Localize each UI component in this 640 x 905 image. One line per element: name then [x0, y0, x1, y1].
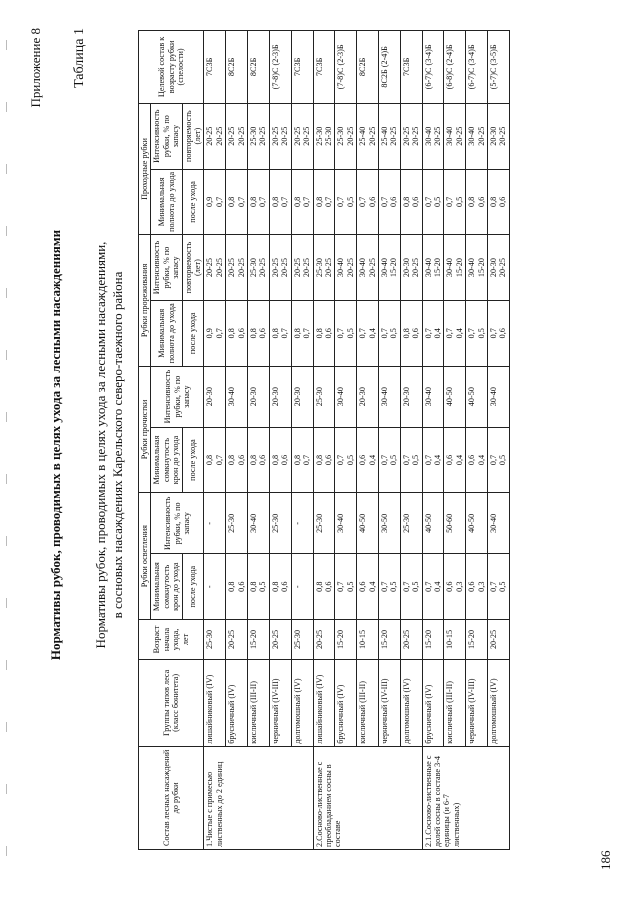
appendix-label: Приложение 8 — [28, 28, 43, 108]
cell-age: 25-30 — [291, 620, 313, 660]
cell-c-min: 0,8 0,7 — [291, 427, 313, 493]
cell-c-int: 20-30 — [204, 366, 226, 427]
cell-l-min: 0,7 0,5 — [400, 554, 422, 620]
cell-age: 15-20 — [422, 620, 444, 660]
cell-l-min: 0,6 0,3 — [444, 554, 466, 620]
cell-p-int: 20-25 20-25 — [400, 103, 422, 169]
table-row — [378, 31, 400, 850]
cell-p-int: 25-40 20-25 — [357, 103, 379, 169]
t-min-density: Минимальная полнота до ухода — [151, 300, 182, 366]
col-start-age: Возраст начала ухода, лет — [139, 620, 204, 660]
cell-t-int: 25-30 20-25 — [248, 235, 270, 301]
cell-age: 20-25 — [488, 620, 510, 660]
edge-dash — [6, 722, 7, 732]
table-row — [335, 31, 357, 850]
cell-p-min: 0,9 0,7 — [204, 169, 226, 235]
t-after-care: после ухода — [182, 300, 204, 366]
cell-l-int: - — [204, 493, 226, 554]
cell-age: 20-25 — [226, 620, 248, 660]
cell-l-min: - — [204, 554, 226, 620]
edge-dash — [6, 660, 7, 670]
cell-target: 7С3Б — [313, 31, 335, 104]
cell-t-min: 0,8 0,6 — [400, 300, 422, 366]
cell-l-min: 0,6 0,4 — [357, 554, 379, 620]
cell-type: долгомошный (IV) — [488, 659, 510, 746]
edge-dash — [6, 164, 7, 174]
cell-t-min: 0,7 0,5 — [466, 300, 488, 366]
cell-c-min: 0,7 0,5 — [488, 427, 510, 493]
cell-l-int: 25-30 — [269, 493, 291, 554]
cell-c-int: 20-30 — [400, 366, 422, 427]
t-repeat: повторяемость (лет) — [182, 235, 204, 301]
cell-target: 8С2Б — [226, 31, 248, 104]
cell-target: 8С2Б (2-4)Б — [378, 31, 400, 104]
cell-t-min: 0,7 0,5 — [335, 300, 357, 366]
table-row — [488, 31, 510, 850]
cell-target: 8С2Б — [357, 31, 379, 104]
cell-p-int: 20-25 20-25 — [291, 103, 313, 169]
group-thinning: Рубки прореживания — [139, 235, 151, 366]
cell-p-int: 30-40 20-25 — [444, 103, 466, 169]
cell-t-int: 20-25 20-25 — [204, 235, 226, 301]
c-intensity: Интенсивность рубки, % по запасу — [151, 366, 204, 427]
cell-p-min: 0,8 0,6 — [488, 169, 510, 235]
cell-c-min: 0,7 0,5 — [400, 427, 422, 493]
cell-target: 7С3Б — [204, 31, 226, 104]
cell-type: брусничный (IV) — [422, 659, 444, 746]
c-min-crown: Минимальная сомкнутость крон до ухода — [151, 427, 182, 493]
cell-l-int: 25-30 — [400, 493, 422, 554]
cell-age: 20-25 — [313, 620, 335, 660]
cell-l-int: 40-50 — [422, 493, 444, 554]
col-composition: Состав лесных насаждений до рубки — [139, 746, 204, 849]
cell-p-min: 0,7 0,5 — [335, 169, 357, 235]
cell-p-int: 25-30 20-25 — [335, 103, 357, 169]
table-row — [422, 31, 444, 850]
cell-l-min: 0,7 0,4 — [422, 554, 444, 620]
cell-age: 15-20 — [335, 620, 357, 660]
cell-l-int: 25-30 — [226, 493, 248, 554]
cell-c-min: 0,7 0,5 — [335, 427, 357, 493]
table-row — [226, 31, 248, 850]
l-after-care: после ухода — [182, 554, 204, 620]
cell-age: 25-30 — [204, 620, 226, 660]
cell-c-min: 0,7 0,5 — [378, 427, 400, 493]
cell-p-int: 20-25 20-25 — [269, 103, 291, 169]
cell-l-int: 50-60 — [444, 493, 466, 554]
cell-t-min: 0,8 0,7 — [291, 300, 313, 366]
cell-p-min: 0,7 0,6 — [357, 169, 379, 235]
table-subtitle — [92, 10, 126, 880]
page-number: 186 — [598, 850, 613, 870]
edge-dash — [6, 846, 7, 856]
cell-age: 15-20 — [248, 620, 270, 660]
cell-type: черничный (IV-III) — [378, 659, 400, 746]
table-row — [313, 31, 335, 850]
cell-target: 7С3Б — [400, 31, 422, 104]
p-min-density: Минимальная полнота до ухода — [151, 169, 182, 235]
cell-p-min: 0,8 0,7 — [269, 169, 291, 235]
cell-t-int: 20-25 20-25 — [226, 235, 248, 301]
edge-dash — [6, 350, 7, 360]
cell-t-int: 25-30 20-25 — [313, 235, 335, 301]
cell-composition: 2.Сосново-лиственные с преобладанием сосны в составе — [313, 746, 422, 849]
t-intensity: Интенсивность рубки, % по запасу — [151, 235, 182, 301]
cell-type: черничный (IV-III) — [466, 659, 488, 746]
cell-type: кисличный (III-II) — [248, 659, 270, 746]
edge-dash — [6, 536, 7, 546]
cell-l-int: 40-50 — [357, 493, 379, 554]
table-row — [357, 31, 379, 850]
main-title: Нормативы рубок, проводимых в целях ухода за лесными насаждениями — [48, 229, 63, 661]
table-row — [291, 31, 313, 850]
cell-p-int: 20-30 20-25 — [488, 103, 510, 169]
cell-age: 10-15 — [444, 620, 466, 660]
cell-c-int: 25-30 — [313, 366, 335, 427]
cell-l-min: 0,8 0,6 — [313, 554, 335, 620]
cell-target: (7-8)С (2-3)Б — [335, 31, 357, 104]
cell-p-min: 0,8 0,6 — [466, 169, 488, 235]
cell-c-int: 30-40 — [488, 366, 510, 427]
cell-c-min: 0,7 0,4 — [422, 427, 444, 493]
cell-t-min: 0,7 0,6 — [488, 300, 510, 366]
cell-l-min: 0,6 0,3 — [466, 554, 488, 620]
group-passing: Проходные рубки — [139, 103, 151, 234]
cell-target: (6-7)С (3-4)Б — [422, 31, 444, 104]
cell-l-min: 0,8 0,5 — [248, 554, 270, 620]
cell-l-min: 0,7 0,5 — [488, 554, 510, 620]
cell-p-int: 20-25 20-25 — [204, 103, 226, 169]
group-cleaning: Рубки прочистки — [139, 366, 151, 493]
cell-p-min: 0,7 0,6 — [378, 169, 400, 235]
cell-p-int: 30-40 20-25 — [466, 103, 488, 169]
cell-p-min: 0,8 0,7 — [291, 169, 313, 235]
cell-t-min: 0,8 0,7 — [269, 300, 291, 366]
cell-t-min: 0,7 0,4 — [357, 300, 379, 366]
cell-p-min: 0,8 0,7 — [248, 169, 270, 235]
p-repeat: повторяемость (лет) — [182, 103, 204, 169]
c-after-care: после ухода — [182, 427, 204, 493]
cell-p-int: 25-30 25-30 — [313, 103, 335, 169]
cell-c-int: 20-30 — [357, 366, 379, 427]
cell-type: лишайниковый (IV) — [204, 659, 226, 746]
edge-dash — [6, 288, 7, 298]
cell-l-int: 25-30 — [313, 493, 335, 554]
cell-type: кисличный (III-II) — [444, 659, 466, 746]
l-intensity: Интенсивность рубки, % по запасу — [151, 493, 204, 554]
table-row — [444, 31, 466, 850]
col-target: Целевой состав к возрасту рубки (спелости) — [139, 31, 204, 104]
cell-t-min: 0,7 0,4 — [422, 300, 444, 366]
cell-c-int: 40-50 — [466, 366, 488, 427]
cell-composition: 1.Чистые с примесью лиственных до 2 единиц — [204, 746, 313, 849]
edge-dash — [6, 598, 7, 608]
edge-dash — [6, 784, 7, 794]
cell-t-int: 30-40 15-20 — [378, 235, 400, 301]
cell-l-int: 30-50 — [378, 493, 400, 554]
cell-c-int: 40-50 — [444, 366, 466, 427]
cell-t-int: 30-40 15-20 — [444, 235, 466, 301]
cell-age: 10-15 — [357, 620, 379, 660]
cell-t-min: 0,8 0,6 — [226, 300, 248, 366]
cell-c-min: 0,8 0,7 — [204, 427, 226, 493]
edge-dash — [6, 102, 7, 112]
cell-type: брусничный (IV) — [226, 659, 248, 746]
col-forest-type: Группы типов леса (класс бонитета) — [139, 659, 204, 746]
cell-l-int: 30-40 — [335, 493, 357, 554]
cell-l-min: 0,7 0,5 — [378, 554, 400, 620]
cell-l-int: 30-40 — [488, 493, 510, 554]
p-after-care: после ухода — [182, 169, 204, 235]
table-row — [204, 31, 226, 850]
cell-t-int: 30-40 15-20 — [422, 235, 444, 301]
table-row — [248, 31, 270, 850]
subtitle-line-2: в сосновых насаждениях Карельского северо-таежного района — [110, 271, 125, 619]
group-lightening: Рубки осветления — [139, 493, 151, 620]
cell-c-int: 20-30 — [248, 366, 270, 427]
cell-c-int: 30-40 — [335, 366, 357, 427]
cell-c-min: 0,8 0,6 — [313, 427, 335, 493]
edge-dash — [6, 412, 7, 422]
cell-l-int: 30-40 — [248, 493, 270, 554]
cell-c-min: 0,6 0,4 — [444, 427, 466, 493]
cell-l-min: 0,7 0,5 — [335, 554, 357, 620]
cell-c-min: 0,6 0,4 — [466, 427, 488, 493]
cell-target: (5-7)С (3-5)Б — [488, 31, 510, 104]
cell-t-int: 20-30 20-25 — [400, 235, 422, 301]
cell-p-min: 0,7 0,5 — [422, 169, 444, 235]
norms-table-body — [204, 31, 509, 850]
cell-p-int: 30-40 20-25 — [422, 103, 444, 169]
cell-composition: 2.1.Сосново-лиственные с долей сосны в составе 3-4 единицы (и 6-7 лиственных) — [422, 746, 509, 849]
cell-age: 20-25 — [400, 620, 422, 660]
cell-l-min: 0,8 0,6 — [269, 554, 291, 620]
cell-c-min: 0,6 0,4 — [357, 427, 379, 493]
cell-l-int: - — [291, 493, 313, 554]
cell-type: кисличный (III-II) — [357, 659, 379, 746]
cell-t-int: 20-30 20-25 — [488, 235, 510, 301]
cell-p-min: 0,8 0,6 — [400, 169, 422, 235]
cell-c-min: 0,8 0,6 — [248, 427, 270, 493]
cell-age: 20-25 — [269, 620, 291, 660]
cell-l-min: - — [291, 554, 313, 620]
cell-t-int: 20-25 20-25 — [269, 235, 291, 301]
edge-dash — [6, 40, 7, 50]
cell-target: (6-8)С (2-4)Б — [444, 31, 466, 104]
cell-type: долгомошный (IV) — [400, 659, 422, 746]
cell-p-int: 20-25 20-25 — [226, 103, 248, 169]
table-number: Таблица 1 — [72, 28, 87, 88]
norms-table — [138, 30, 510, 850]
cell-t-int: 30-40 15-20 — [466, 235, 488, 301]
cell-t-min: 0,8 0,6 — [248, 300, 270, 366]
table-row — [269, 31, 291, 850]
cell-target: (6-7)С (3-4)Б — [466, 31, 488, 104]
l-min-crown: Минимальная сомкнутость крон до ухода — [151, 554, 182, 620]
cell-age: 15-20 — [378, 620, 400, 660]
cell-t-min: 0,7 0,4 — [444, 300, 466, 366]
cell-c-int: 20-30 — [269, 366, 291, 427]
subtitle-line-1: Нормативы рубок, проводимых в целях ухода за лесными насаждениями, — [93, 241, 108, 649]
cell-p-int: 25-40 20-25 — [378, 103, 400, 169]
cell-t-min: 0,7 0,5 — [378, 300, 400, 366]
cell-type: черничный (IV-III) — [269, 659, 291, 746]
rotated-sheet — [20, 10, 620, 880]
cell-t-min: 0,9 0,7 — [204, 300, 226, 366]
cell-p-int: 25-30 20-25 — [248, 103, 270, 169]
cell-c-int: 30-40 — [422, 366, 444, 427]
cell-c-int: 20-30 — [291, 366, 313, 427]
cell-type: брусничный (IV) — [335, 659, 357, 746]
table-row — [466, 31, 488, 850]
scan-edge-marks — [6, 0, 10, 905]
cell-c-min: 0,8 0,6 — [269, 427, 291, 493]
cell-c-min: 0,8 0,6 — [226, 427, 248, 493]
cell-c-int: 30-40 — [378, 366, 400, 427]
edge-dash — [6, 474, 7, 484]
cell-t-min: 0,8 0,6 — [313, 300, 335, 366]
cell-p-min: 0,7 0,5 — [444, 169, 466, 235]
table-row — [400, 31, 422, 850]
cell-t-int: 30-40 20-25 — [357, 235, 379, 301]
cell-target: 8С2Б — [248, 31, 270, 104]
cell-type: долгомошный (IV) — [291, 659, 313, 746]
cell-target: (7-8)С (2-3)Б — [269, 31, 291, 104]
cell-t-int: 30-40 20-25 — [335, 235, 357, 301]
cell-l-min: 0,8 0,6 — [226, 554, 248, 620]
cell-l-int: 40-50 — [466, 493, 488, 554]
cell-age: 15-20 — [466, 620, 488, 660]
edge-dash — [6, 226, 7, 236]
cell-c-int: 30-40 — [226, 366, 248, 427]
p-intensity: Интенсивность рубки, % по запасу — [151, 103, 182, 169]
cell-t-int: 20-25 20-25 — [291, 235, 313, 301]
cell-p-min: 0,8 0,7 — [226, 169, 248, 235]
cell-type: лишайниковый (IV) — [313, 659, 335, 746]
cell-target: 7С3Б — [291, 31, 313, 104]
cell-p-min: 0,8 0,7 — [313, 169, 335, 235]
